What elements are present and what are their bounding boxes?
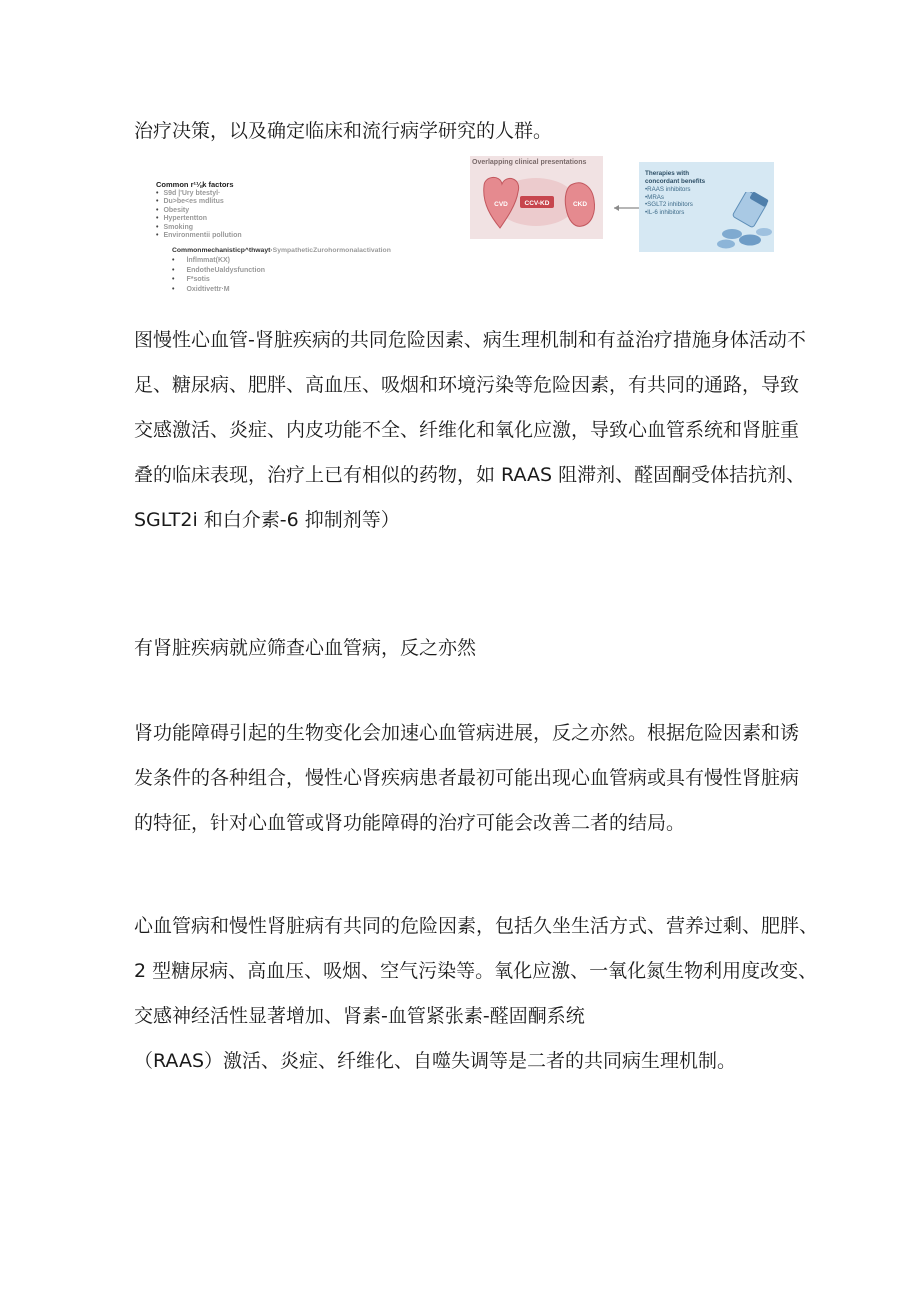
figure-diagram	[140, 150, 780, 300]
mechanism-item: • Oxidtivettr·M	[172, 285, 486, 295]
risk-factor-item: • S9d |'Ury btestyl·	[156, 190, 486, 198]
risk-factor-item: • Environmentii pollution	[156, 232, 486, 240]
caption-line: SGLT2i 和白介素-6 抑制剂等）	[134, 509, 400, 531]
therapies-panel	[639, 162, 774, 252]
cvd-label: CVD	[494, 201, 508, 208]
mechanism-item: • lnflmmat(KX)	[172, 256, 486, 266]
caption-line: 足、糖尿病、肥胖、高血压、吸烟和环境污染等危险因素，有共同的通路，导致	[134, 374, 800, 396]
paragraph-line: 肾功能障碍引起的生物变化会加速心血管病进展，反之亦然。根据危险因素和诱	[134, 722, 800, 744]
therapy-item: • SGLT2 inhibitors	[645, 201, 774, 209]
mechanisms-list	[172, 256, 486, 294]
therapies-title-line1: Therapies with	[645, 170, 690, 177]
paragraph-line: 发条件的各种组合，慢性心肾疾病患者最初可能出现心血管病或具有慢性肾脏病	[134, 767, 800, 789]
caption-line: 叠的临床表现，治疗上已有相似的药物，如 RAAS 阻滞剂、醛固酮受体拮抗剂、	[134, 464, 806, 486]
risk-factors-list	[156, 190, 486, 240]
pills-icon	[714, 192, 774, 252]
overlap-title: Overlapping clinical presentations	[472, 159, 587, 166]
caption-line: 图慢性心血管-肾脏疾病的共同危险因素、病生理机制和有益治疗措施身体活动不	[134, 329, 806, 351]
therapies-title	[645, 170, 774, 185]
section-heading: 有肾脏疾病就应筛查心血管病，反之亦然	[134, 637, 477, 659]
mechanism-item: • EndotheUaldysfunction	[172, 266, 486, 276]
paragraph-1	[134, 711, 814, 846]
risk-factor-item: • Hypertentton	[156, 215, 486, 223]
intro-text: 治疗决策，以及确定临床和流行病学研究的人群。	[134, 120, 553, 142]
risk-factor-item: • Smoking	[156, 224, 486, 232]
therapy-item: • IL-6 inhibitors	[645, 209, 774, 217]
paragraph-line: 交感神经活性显著增加、肾素-血管紧张素-醛固酮系统	[134, 1005, 585, 1027]
risk-factor-item: • Obesity	[156, 207, 486, 215]
mechanisms-title-suffix: SympatheticZurohormonalactivation	[272, 247, 391, 255]
paragraph-2	[134, 904, 819, 1084]
organs-illustration	[470, 156, 603, 239]
risk-factors-title: Common r¹⅛k factors	[156, 180, 234, 189]
paragraph-line: 心血管病和慢性肾脏病有共同的危险因素，包括久坐生活方式、营养过剩、肥胖、	[134, 915, 819, 937]
mechanisms-title-prefix: Commonmechanisticp^thwayt·	[172, 247, 273, 255]
therapy-item: • MRAs	[645, 194, 774, 202]
therapy-item: • RAAS inhibitors	[645, 186, 774, 194]
figure-caption	[134, 318, 814, 543]
risk-factors-panel	[156, 180, 486, 294]
caption-line: 交感激活、炎症、内皮功能不全、纤维化和氧化应激，导致心血管系统和肾脏重	[134, 419, 800, 441]
paragraph-line: 的特征，针对心血管或肾功能障碍的治疗可能会改善二者的结局。	[134, 812, 686, 834]
overlap-panel	[470, 156, 603, 239]
mechanisms-title	[172, 246, 486, 256]
ccvkd-label: CCV-KD	[524, 200, 550, 207]
mechanism-item: • F*sotis	[172, 275, 486, 285]
paragraph-line: （RAAS）激活、炎症、纤维化、自噬失调等是二者的共同病生理机制。	[134, 1050, 737, 1072]
risk-factor-item: • Du>be<es mdlitus	[156, 198, 486, 206]
ckd-label: CKD	[572, 201, 588, 208]
therapies-title-line2: concordant benefits	[645, 177, 706, 185]
paragraph-line: 2 型糖尿病、高血压、吸烟、空气污染等。氧化应激、一氧化氮生物利用度改变、	[134, 960, 818, 982]
